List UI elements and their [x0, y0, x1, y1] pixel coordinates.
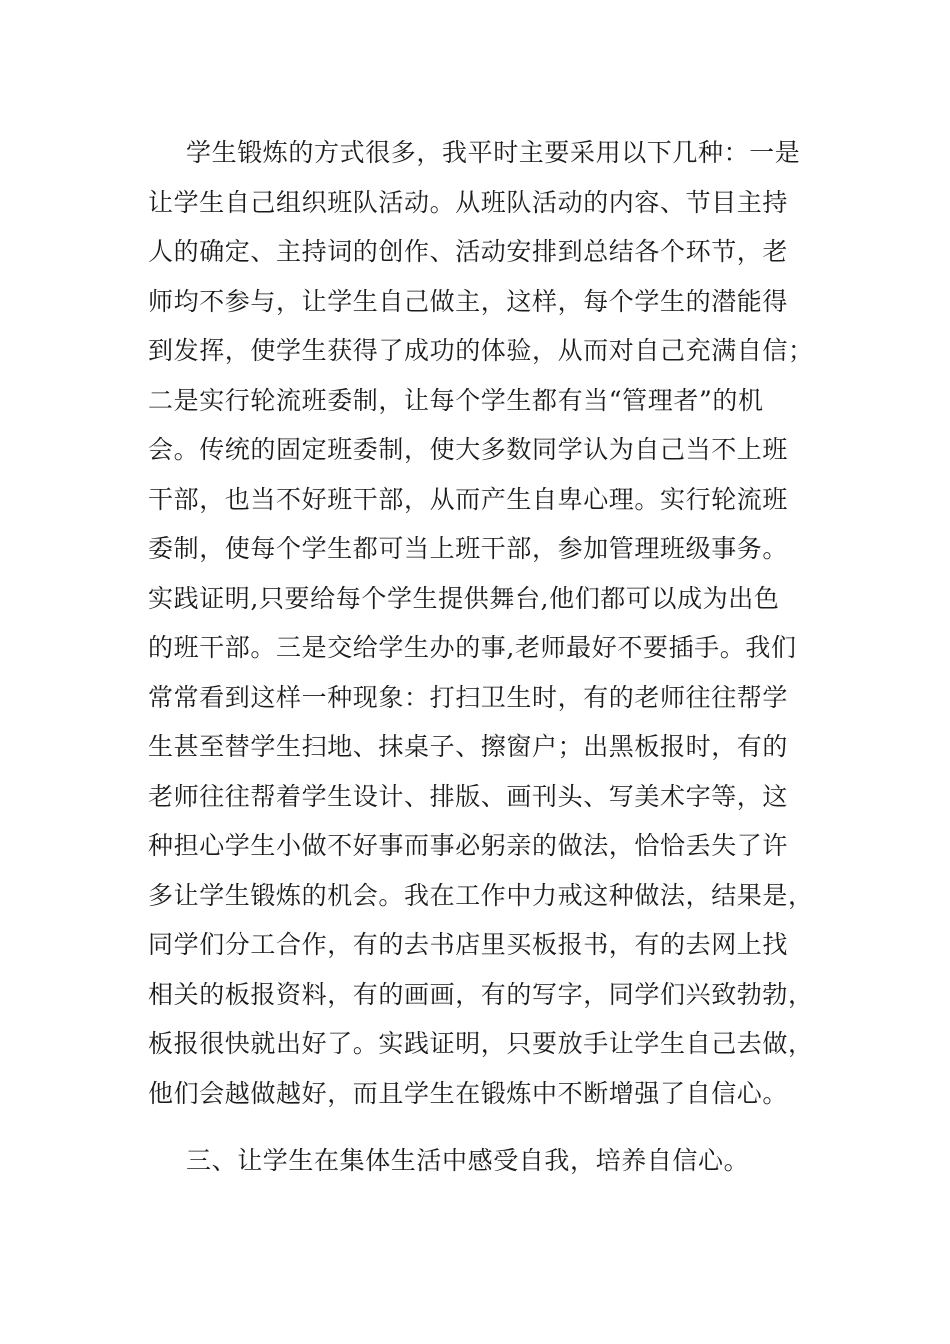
paragraph-line: 人的确定、主持词的创作、活动安排到总结各个环节，老: [148, 237, 789, 266]
paragraph-line: 生甚至替学生扫地、抹桌子、擦窗户；出黑板报时，有的: [148, 732, 789, 761]
paragraph-line: 多让学生锻炼的机会。我在工作中力戒这种做法，结果是，: [148, 880, 814, 910]
paragraph-line: 同学们分工合作，有的去书店里买板报书，有的去网上找: [148, 930, 789, 959]
paragraph-line: 相关的板报资料，有的画画，有的写字，同学们兴致勃勃，: [148, 979, 814, 1009]
paragraph-line: 干部，也当不好班干部，从而产生自卑心理。实行轮流班: [148, 484, 789, 514]
paragraph-line: 到发挥，使学生获得了成功的体验，从而对自己充满自信；: [148, 336, 814, 365]
paragraph-line: 学生锻炼的方式很多，我平时主要采用以下几种：一是: [186, 138, 801, 167]
paragraph-line: 老师往往帮着学生设计、排版、画刊头、写美术字等，这: [148, 781, 789, 811]
paragraph-line: 常常看到这样一种现象：打扫卫生时，有的老师往往帮学: [148, 682, 789, 712]
paragraph-line: 师均不参与，让学生自己做主，这样，每个学生的潜能得: [148, 286, 789, 316]
section-heading: 三、让学生在集体生活中感受自我，培养自信心。: [186, 1146, 750, 1175]
paragraph-line: 板报很快就出好了。实践证明，只要放手让学生自己去做，: [148, 1029, 814, 1058]
paragraph-line: 的班干部。三是交给学生办的事,老师最好不要插手。我们: [148, 633, 797, 662]
paragraph-line: 二是实行轮流班委制，让每个学生都有当“管理者”的机: [148, 385, 764, 415]
paragraph-line: 委制，使每个学生都可当上班干部，参加管理班级事务。: [148, 534, 789, 563]
paragraph-line: 实践证明,只要给每个学生提供舞台,他们都可以成为出色: [148, 583, 780, 613]
paragraph-line: 他们会越做越好，而且学生在锻炼中不断增强了自信心。: [148, 1078, 789, 1108]
paragraph-line: 种担心学生小做不好事而事必躬亲的做法，恰恰丢失了许: [148, 831, 789, 860]
paragraph-line: 让学生自己组织班队活动。从班队活动的内容、节目主持: [148, 187, 789, 217]
paragraph-line: 会。传统的固定班委制，使大多数同学认为自己当不上班: [148, 435, 789, 464]
body-paragraph: [148, 128, 814, 1118]
